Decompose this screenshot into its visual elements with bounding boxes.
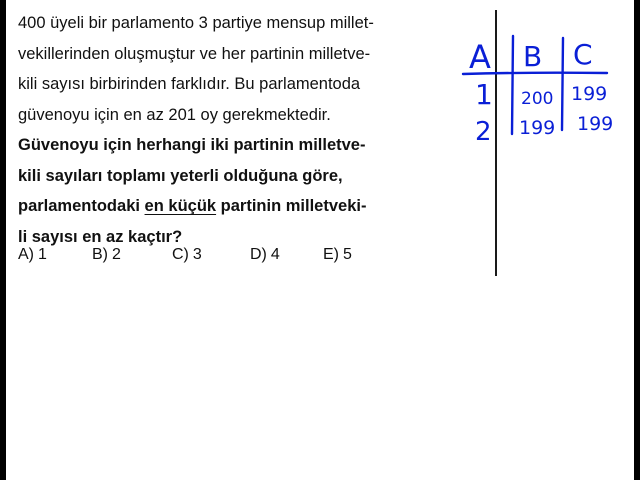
option-a-letter: A) [18,246,34,263]
problem-stem [18,8,423,130]
header-c: C [573,38,593,71]
row2-a: 2 [475,117,492,147]
question-line-4: li sayısı en az kaçtır? [18,227,183,246]
option-d[interactable] [250,246,280,264]
option-e-value: 5 [343,246,352,263]
row2-b: 199 [519,117,556,139]
stem-line-4: güvenoyu için en az 201 oy gerekmektedir. [18,105,331,124]
header-b: B [523,40,543,73]
option-a[interactable] [18,246,47,264]
stem-line-2: vekillerinden oluşmuştur ve her partinin milletve- [18,44,371,63]
option-c-letter: C) [172,246,189,263]
table-col-divider-1 [512,36,513,134]
stem-line-3: kili sayısı birbirinden farklıdır. Bu parlamentoda [18,75,361,93]
header-a: A [469,38,491,76]
option-a-value: 1 [38,246,47,263]
question-line-3-before: parlamentodaki [18,197,145,215]
option-d-value: 4 [270,246,280,263]
row1-a: 1 [475,78,493,111]
stem-line-1: 400 üyeli bir parlamento 3 partiye mensup millet- [18,14,374,32]
row1-c: 199 [571,83,608,105]
row1-b: 200 [521,89,554,109]
emphasis-en-kucuk: en küçük [144,197,217,215]
option-c-value: 3 [192,246,202,263]
handwritten-table [461,30,631,160]
table-col-divider-2 [562,38,563,130]
option-e-letter: E) [323,246,339,263]
question-line-2: kili sayıları toplamı yeterli olduğuna göre, [18,166,343,185]
option-e[interactable] [323,246,352,264]
row2-c: 199 [577,113,614,135]
problem-question [18,130,423,252]
option-b-letter: B) [92,246,108,263]
option-b[interactable] [92,246,121,264]
page-canvas [6,0,634,480]
option-d-letter: D) [250,246,267,263]
problem-text [18,8,423,252]
question-line-1: Güvenoyu için herhangi iki partinin milletve- [18,136,366,154]
answer-options [18,246,418,270]
question-line-3 [18,197,366,215]
option-b-value: 2 [112,246,121,263]
option-c[interactable] [172,246,202,264]
question-line-3-after: partinin milletveki- [216,197,367,215]
